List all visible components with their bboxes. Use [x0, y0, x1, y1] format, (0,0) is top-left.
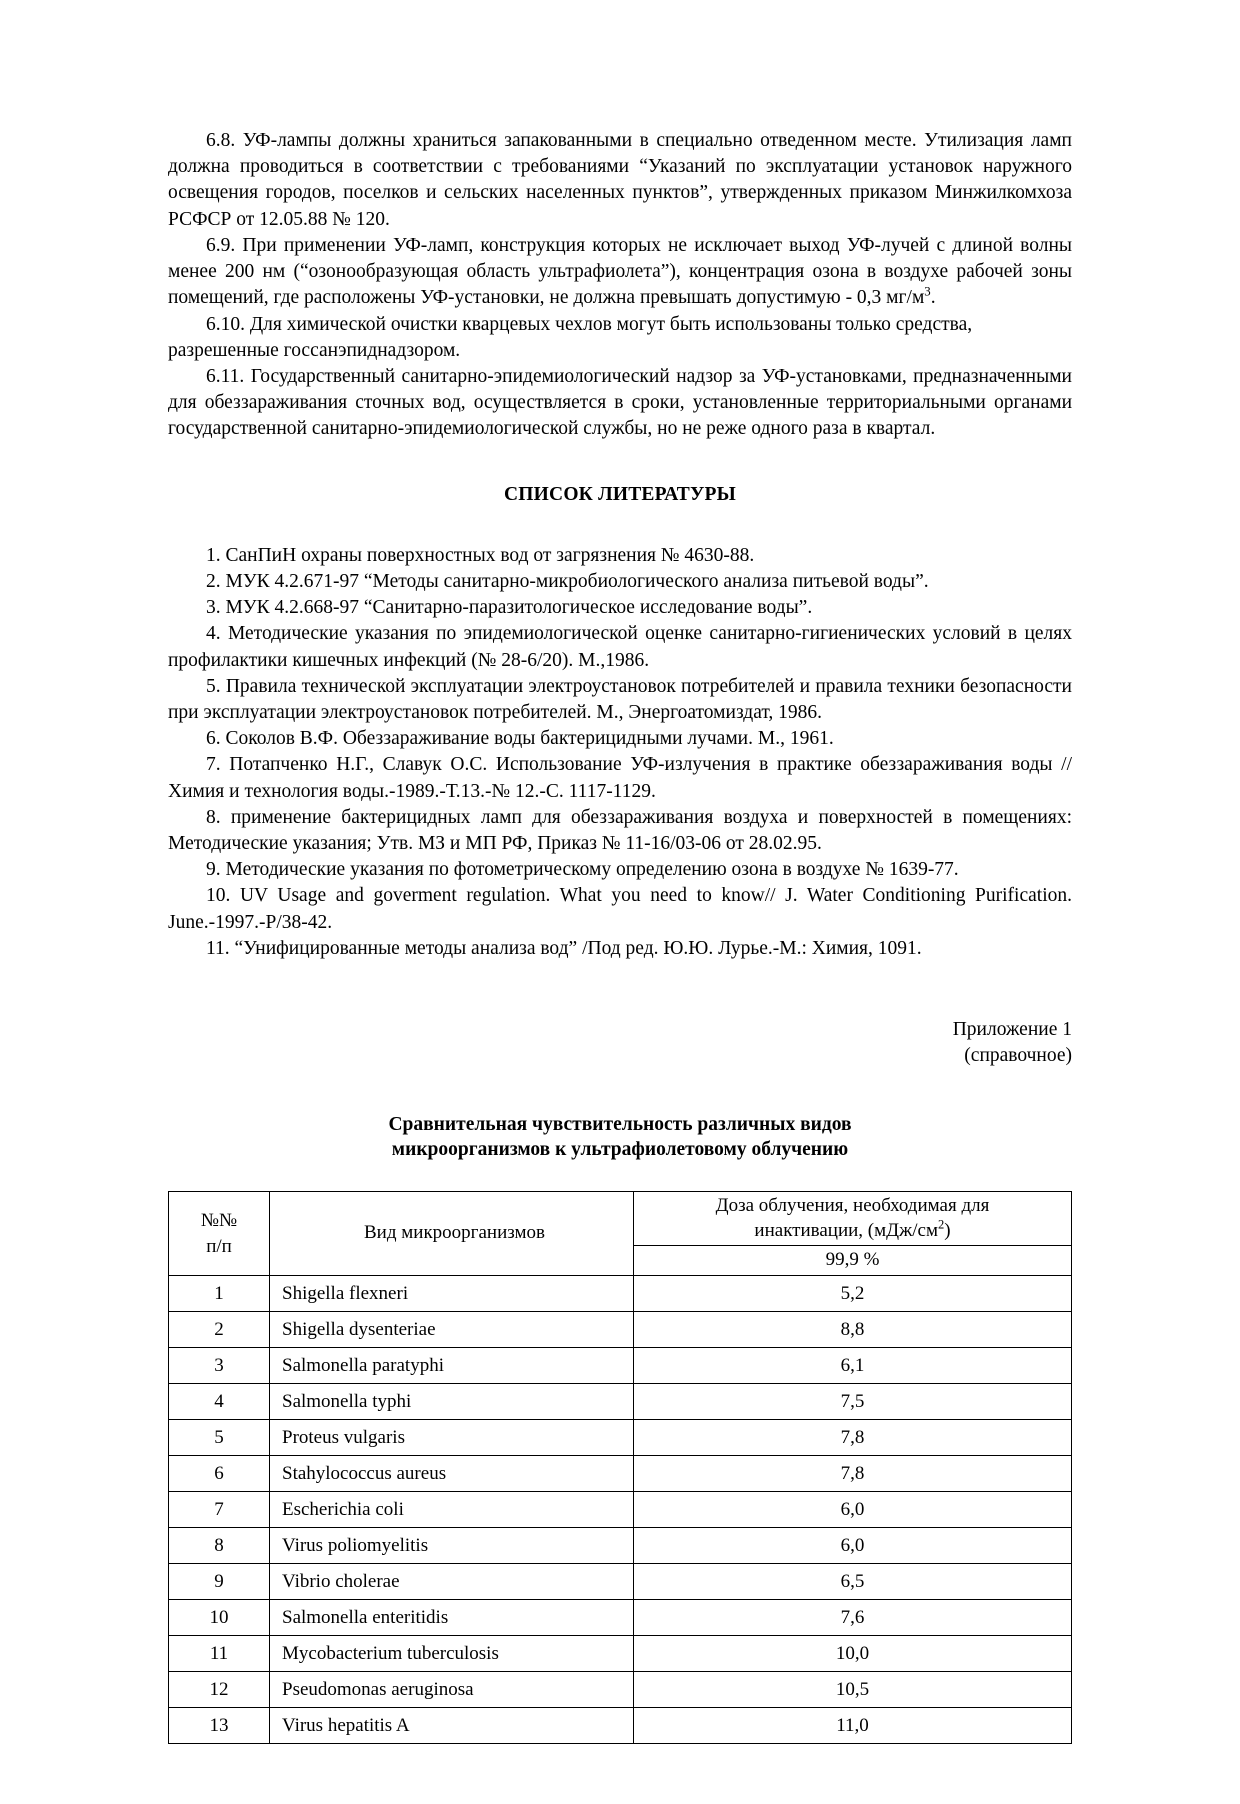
cell-number: 7 [169, 1492, 270, 1528]
cell-dose: 8,8 [634, 1312, 1072, 1348]
cell-species: Stahylococcus aureus [270, 1456, 634, 1492]
paragraph-6-9-text: 6.9. При применении УФ-ламп, конструкция которых не исключает выход УФ-лучей с длиной волны менее 200 нм (“озонообразующая область ультрафиолета”), концентрация озона в воздухе рабочей зоны помещений, где расположены УФ-установки, не должна превышать допустимую - 0,3 мг/м [168, 234, 1072, 309]
table-row [169, 1564, 1072, 1600]
table-row [169, 1672, 1072, 1708]
cell-species: Salmonella enteritidis [270, 1600, 634, 1636]
cell-species: Virus hepatitis A [270, 1708, 634, 1744]
cell-number: 1 [169, 1276, 270, 1312]
cell-species: Virus poliomyelitis [270, 1528, 634, 1564]
cell-number: 6 [169, 1456, 270, 1492]
reference-item: 10. UV Usage and goverment regulation. What you need to know// J. Water Conditioning Purification. June.-1997.-P/38-42. [168, 885, 1072, 933]
reference-item: 4. Методические указания по эпидемиологической оценке санитарно-гигиенических условий в целях профилактики кишечных инфекций (№ 28-6/20). М.,1986. [168, 623, 1072, 671]
table-row [169, 1708, 1072, 1744]
cell-species: Mycobacterium tuberculosis [270, 1636, 634, 1672]
cell-species: Salmonella paratyphi [270, 1348, 634, 1384]
header-dose-line1: Доза облучения, необходимая для [715, 1195, 990, 1217]
cell-number: 11 [169, 1636, 270, 1672]
table-row [169, 1312, 1072, 1348]
cell-number: 5 [169, 1420, 270, 1456]
table-row [169, 1600, 1072, 1636]
cell-species: Vibrio cholerae [270, 1564, 634, 1600]
cell-dose: 5,2 [634, 1276, 1072, 1312]
header-cell-dose-percent: 99,9 % [634, 1246, 1072, 1276]
paragraph-6-9 [168, 233, 1072, 312]
appendix-number: Приложение 1 [952, 1019, 1072, 1041]
cell-dose: 6,5 [634, 1564, 1072, 1600]
reference-item: 7. Потапченко Н.Г., Славук О.С. Использование УФ-излучения в практике обеззараживания воды //Химия и технология воды.-1989.-Т.13.-№ 12.-С. 1117-1129. [168, 754, 1072, 802]
reference-item: 8. применение бактерицидных ламп для обеззараживания воздуха и поверхностей в помещениях: Методические указания; Утв. МЗ и МП РФ, Приказ № 11-16/03-06 от 28.02.95. [168, 806, 1072, 855]
reference-item: 11. “Унифицированные методы анализа вод” /Под ред. Ю.Ю. Лурье.-М.: Химия, 1091. [206, 937, 922, 959]
table-row [169, 1348, 1072, 1384]
cell-number: 10 [169, 1600, 270, 1636]
table-row [169, 1420, 1072, 1456]
cell-species: Salmonella typhi [270, 1384, 634, 1420]
reference-item: 3. МУК 4.2.668-97 “Санитарно-паразитологическое исследование воды”. [206, 597, 813, 619]
references-list [168, 543, 1072, 963]
cell-dose: 11,0 [634, 1708, 1072, 1744]
table-row [169, 1492, 1072, 1528]
reference-item: 5. Правила технической эксплуатации электроустановок потребителей и правила техники безопасности при эксплуатации электроустановок потребителей. М., Энергоатомиздат, 1986. [168, 675, 1072, 723]
cell-species: Shigella dysenteriae [270, 1312, 634, 1348]
cell-dose: 6,0 [634, 1492, 1072, 1528]
cell-species: Proteus vulgaris [270, 1420, 634, 1456]
cell-dose: 7,8 [634, 1420, 1072, 1456]
header-dose-line2 [640, 1219, 1065, 1244]
table-header-row [169, 1192, 1072, 1246]
reference-item: 6. Соколов В.Ф. Обеззараживание воды бактерицидными лучами. М., 1961. [206, 728, 834, 750]
table-row [169, 1528, 1072, 1564]
cell-number: 3 [169, 1348, 270, 1384]
reference-item: 2. МУК 4.2.671-97 “Методы санитарно-микробиологического анализа питьевой воды”. [206, 570, 929, 592]
header-cell-species: Вид микроорганизмов [270, 1192, 634, 1276]
header-dose-paren: ) [944, 1219, 951, 1241]
table-row [169, 1636, 1072, 1672]
cell-number: 2 [169, 1312, 270, 1348]
cell-number: 4 [169, 1384, 270, 1420]
superscript-square-cm: 2 [937, 1217, 945, 1232]
cell-number: 8 [169, 1528, 270, 1564]
paragraph-6-8: 6.8. УФ-лампы должны храниться запакованными в специально отведенном месте. Утилизация ламп должна проводиться в соответствии с требованиями “Указаний по эксплуатации установок наружного освещения городов, поселков и сельских населенных пунктов”, утвержденных приказом Минжилкомхоза РСФСР от 12.05.88 № 120. [168, 130, 1072, 230]
header-cell-number [169, 1192, 270, 1276]
header-number-line1: №№ [200, 1209, 238, 1231]
cell-dose: 7,5 [634, 1384, 1072, 1420]
table-row [169, 1276, 1072, 1312]
table-caption-line2: микроорганизмов к ультрафиолетовому облучению [391, 1139, 849, 1161]
header-cell-dose [634, 1192, 1072, 1246]
table-caption [168, 1112, 1072, 1163]
paragraph-6-10: 6.10. Для химической очистки кварцевых чехлов могут быть использованы только средства, разрешенные госсанэпиднадзором. [168, 313, 973, 361]
table-row [169, 1456, 1072, 1492]
cell-dose: 10,0 [634, 1636, 1072, 1672]
cell-dose: 6,0 [634, 1528, 1072, 1564]
superscript-cubic-meter: 3 [924, 284, 931, 299]
appendix-type: (справочное) [964, 1045, 1072, 1067]
cell-species: Shigella flexneri [270, 1276, 634, 1312]
reference-item: 1. СанПиН охраны поверхностных вод от загрязнения № 4630-88. [206, 544, 755, 566]
cell-number: 13 [169, 1708, 270, 1744]
cell-dose: 7,8 [634, 1456, 1072, 1492]
reference-item: 9. Методические указания по фотометрическому определению озона в воздухе № 1639-77. [206, 859, 959, 881]
sensitivity-table [168, 1191, 1072, 1744]
cell-dose: 10,5 [634, 1672, 1072, 1708]
header-dose-units: инактивации, (мДж/см [754, 1219, 938, 1241]
cell-number: 9 [169, 1564, 270, 1600]
table-header [169, 1192, 1072, 1276]
paragraph-6-11: 6.11. Государственный санитарно-эпидемиологический надзор за УФ-установками, предназначенными для обеззараживания сточных вод, осуществляется в сроки, установленные территориальными органами государственной санитарно-эпидемиологической службы, но не реже одного раза в квартал. [168, 365, 1072, 440]
paragraph-6-9-period: . [930, 287, 936, 309]
cell-species: Escherichia coli [270, 1492, 634, 1528]
cell-dose: 7,6 [634, 1600, 1072, 1636]
appendix-block [168, 1017, 1072, 1069]
cell-number: 12 [169, 1672, 270, 1708]
references-heading: СПИСОК ЛИТЕРАТУРЫ [504, 483, 736, 505]
header-number-line2: п/п [206, 1235, 232, 1257]
table-caption-line1: Сравнительная чувствительность различных видов [388, 1113, 852, 1135]
table-row [169, 1384, 1072, 1420]
table-body [169, 1276, 1072, 1744]
cell-dose: 6,1 [634, 1348, 1072, 1384]
cell-species: Pseudomonas aeruginosa [270, 1672, 634, 1708]
